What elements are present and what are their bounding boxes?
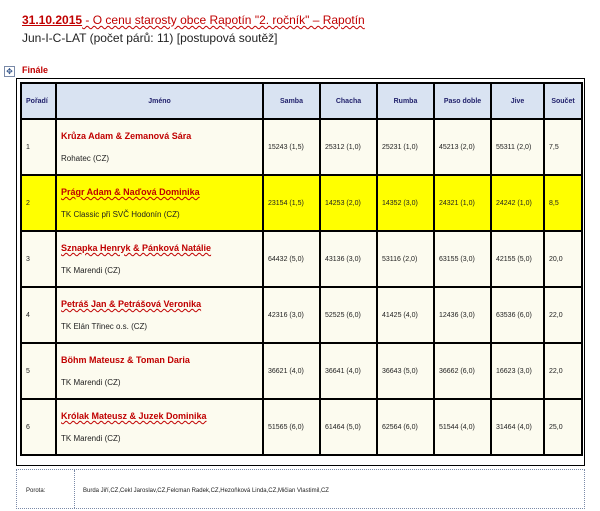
pair-name: Krůza Adam & Zemanová Sára xyxy=(61,131,192,141)
rank-cell: 4 xyxy=(21,287,56,343)
pair-name: Böhm Mateusz & Toman Daria xyxy=(61,355,190,365)
jive-cell: 24242 (1,0) xyxy=(491,175,544,231)
jury-divider xyxy=(74,470,75,508)
rumba-cell: 41425 (4,0) xyxy=(377,287,434,343)
pair-name: Sznapka Henryk & Pánková Natálie xyxy=(61,243,212,253)
total-cell: 22,0 xyxy=(544,343,582,399)
name-cell xyxy=(56,287,263,343)
rumba-cell: 14352 (3,0) xyxy=(377,175,434,231)
table-row xyxy=(21,231,582,287)
rank-cell: 5 xyxy=(21,343,56,399)
table-row xyxy=(21,399,582,455)
chacha-cell: 52525 (6,0) xyxy=(320,287,377,343)
club-name: TK Elán Třinec o.s. (CZ) xyxy=(61,322,148,331)
total-cell: 8,5 xyxy=(544,175,582,231)
chacha-cell: 61464 (5,0) xyxy=(320,399,377,455)
samba-cell: 15243 (1,5) xyxy=(263,119,320,175)
club-name: TK Marendi (CZ) xyxy=(61,378,121,387)
jury-box xyxy=(16,469,585,509)
col-header-rumba: Rumba xyxy=(377,83,434,119)
table-row xyxy=(21,175,582,231)
pair-name: Królak Mateusz & Juzek Dominika xyxy=(61,411,207,421)
samba-cell: 36621 (4,0) xyxy=(263,343,320,399)
name-cell xyxy=(56,231,263,287)
total-cell: 7,5 xyxy=(544,119,582,175)
paso-doble-cell: 36662 (6,0) xyxy=(434,343,491,399)
total-cell: 20,0 xyxy=(544,231,582,287)
jive-cell: 42155 (5,0) xyxy=(491,231,544,287)
competition-subtitle: Jun-I-C-LAT (počet párů: 11) [postupová soutěž] xyxy=(22,31,278,45)
section-label: Finále xyxy=(22,65,49,75)
col-header-rank: Pořadí xyxy=(21,83,56,119)
results-frame xyxy=(16,78,585,466)
move-icon[interactable]: ✥ xyxy=(4,66,15,77)
col-header-samba: Samba xyxy=(263,83,320,119)
rank-cell: 3 xyxy=(21,231,56,287)
samba-cell: 23154 (1,5) xyxy=(263,175,320,231)
club-name: Rohatec (CZ) xyxy=(61,154,110,163)
jive-cell: 16623 (3,0) xyxy=(491,343,544,399)
paso-doble-cell: 63155 (3,0) xyxy=(434,231,491,287)
chacha-cell: 25312 (1,0) xyxy=(320,119,377,175)
samba-cell: 64432 (5,0) xyxy=(263,231,320,287)
jive-cell: 63536 (6,0) xyxy=(491,287,544,343)
jury-label: Porota: xyxy=(26,488,46,494)
chacha-cell: 36641 (4,0) xyxy=(320,343,377,399)
paso-doble-cell: 45213 (2,0) xyxy=(434,119,491,175)
name-cell xyxy=(56,343,263,399)
paso-doble-cell: 12436 (3,0) xyxy=(434,287,491,343)
col-header-jive: Jive xyxy=(491,83,544,119)
paso-doble-cell: 24321 (1,0) xyxy=(434,175,491,231)
rank-cell: 2 xyxy=(21,175,56,231)
samba-cell: 42316 (3,0) xyxy=(263,287,320,343)
name-cell xyxy=(56,175,263,231)
results-table xyxy=(20,82,583,456)
page-title xyxy=(22,13,365,27)
club-name: TK Marendi (CZ) xyxy=(61,266,121,275)
col-header-name: Jméno xyxy=(56,83,263,119)
jive-cell: 55311 (2,0) xyxy=(491,119,544,175)
name-cell xyxy=(56,399,263,455)
jive-cell: 31464 (4,0) xyxy=(491,399,544,455)
jury-members: Burda Jiří,CZ,Cekl Jaroslav,CZ,Felcman Radek,CZ,Hezoňková Linda,CZ,Mičian Vlastimil,CZ xyxy=(83,488,329,494)
table-header-row xyxy=(21,83,582,119)
rank-cell: 1 xyxy=(21,119,56,175)
competition-date: 31.10.2015 xyxy=(22,13,83,27)
paso-doble-cell: 51544 (4,0) xyxy=(434,399,491,455)
rumba-cell: 53116 (2,0) xyxy=(377,231,434,287)
pair-name: Prágr Adam & Naďová Dominika xyxy=(61,187,200,197)
rank-cell: 6 xyxy=(21,399,56,455)
col-header-total: Součet xyxy=(544,83,582,119)
table-row xyxy=(21,343,582,399)
table-row xyxy=(21,119,582,175)
table-row xyxy=(21,287,582,343)
total-cell: 25,0 xyxy=(544,399,582,455)
col-header-chacha: Chacha xyxy=(320,83,377,119)
rumba-cell: 25231 (1,0) xyxy=(377,119,434,175)
club-name: TK Marendi (CZ) xyxy=(61,434,121,443)
name-cell xyxy=(56,119,263,175)
rumba-cell: 62564 (6,0) xyxy=(377,399,434,455)
chacha-cell: 14253 (2,0) xyxy=(320,175,377,231)
rumba-cell: 36643 (5,0) xyxy=(377,343,434,399)
pair-name: Petráš Jan & Petrášová Veronika xyxy=(61,299,202,309)
col-header-paso-doble: Paso doble xyxy=(434,83,491,119)
competition-title: - O cenu starosty obce Rapotín "2. ročník" – Rapotín xyxy=(82,13,365,27)
chacha-cell: 43136 (3,0) xyxy=(320,231,377,287)
club-name: TK Classic při SVČ Hodonín (CZ) xyxy=(61,210,180,219)
samba-cell: 51565 (6,0) xyxy=(263,399,320,455)
total-cell: 22,0 xyxy=(544,287,582,343)
